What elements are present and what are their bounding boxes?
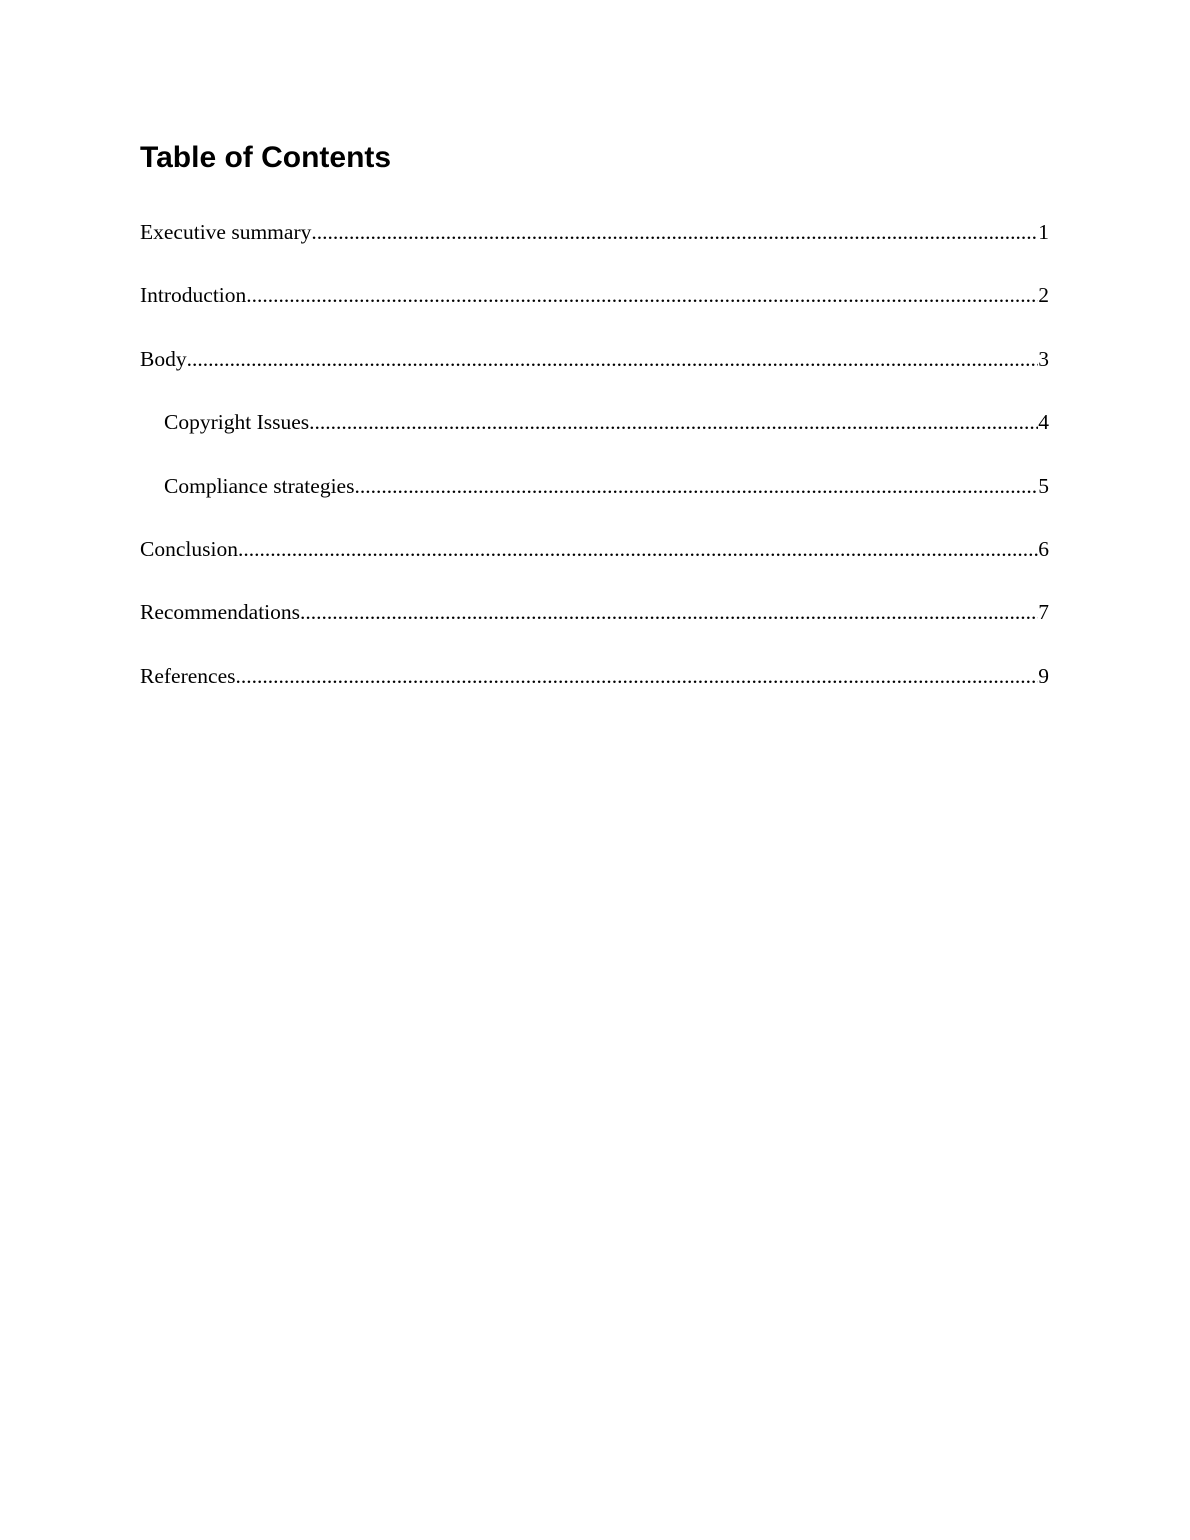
toc-leader-dots — [354, 467, 1038, 505]
toc-entry-title: Copyright Issues — [164, 410, 310, 435]
toc-entry-copyright-issues[interactable] — [140, 403, 1049, 466]
toc-entry-body[interactable] — [140, 340, 1049, 403]
toc-entry-title: Executive summary — [140, 220, 312, 244]
toc-entry-page-number: 4 — [1038, 410, 1049, 435]
toc-entry-title: Introduction — [140, 283, 247, 308]
toc-entry-title: Compliance strategies — [164, 473, 355, 498]
toc-leader-dots — [187, 340, 1039, 378]
toc-entry-conclusion[interactable] — [140, 530, 1049, 593]
toc-entry-recommendations[interactable] — [140, 593, 1049, 656]
toc-entry-page-number: 9 — [1038, 663, 1049, 688]
toc-entry-page-number: 1 — [1038, 220, 1049, 244]
toc-leader-dots — [238, 530, 1038, 568]
toc-entry-page-number: 2 — [1038, 283, 1049, 308]
toc-entry-page-number: 7 — [1038, 600, 1049, 625]
toc-leader-dots — [309, 403, 1038, 441]
toc-leader-dots — [311, 213, 1038, 251]
toc-heading: Table of Contents — [140, 141, 392, 174]
toc-list — [140, 213, 1049, 720]
toc-leader-dots — [236, 657, 1039, 695]
toc-entry-page-number: 3 — [1038, 346, 1049, 371]
toc-entry-title: Body — [140, 346, 187, 371]
toc-entry-references[interactable] — [140, 657, 1049, 720]
toc-entry-executive-summary[interactable] — [140, 213, 1049, 276]
toc-entry-compliance-strategies[interactable] — [140, 467, 1049, 530]
toc-entry-title: References — [140, 663, 236, 688]
toc-entry-page-number: 5 — [1038, 473, 1049, 498]
toc-leader-dots — [300, 593, 1038, 631]
toc-leader-dots — [246, 276, 1038, 314]
toc-entry-introduction[interactable] — [140, 276, 1049, 339]
toc-entry-title: Recommendations — [140, 600, 301, 625]
toc-entry-page-number: 6 — [1038, 536, 1049, 561]
toc-entry-title: Conclusion — [140, 536, 238, 561]
